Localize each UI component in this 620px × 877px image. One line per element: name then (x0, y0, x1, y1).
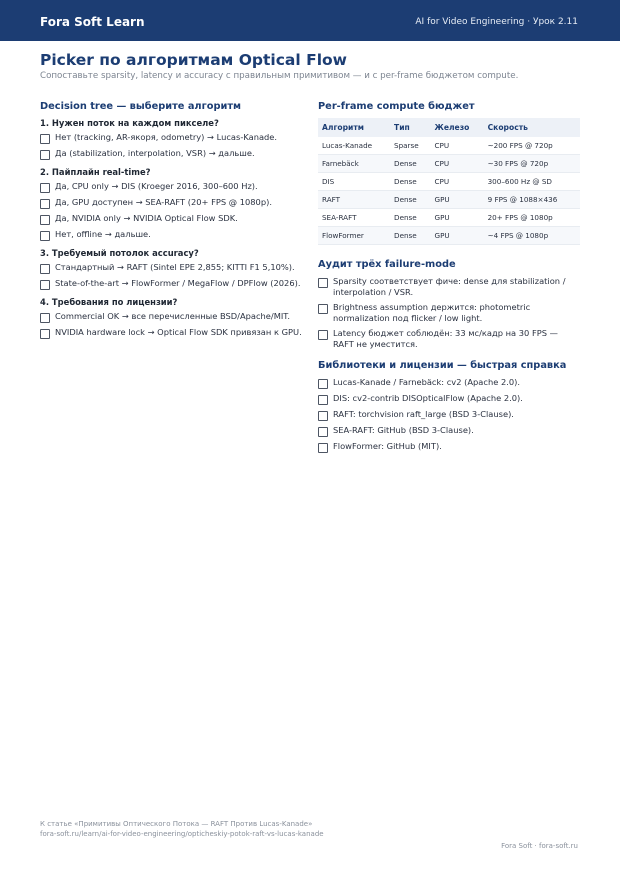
question-title: 4. Требования по лицензии? (40, 297, 178, 307)
table-cell: ~200 FPS @ 720p (484, 137, 580, 155)
table-cell: SEA-RAFT (318, 209, 390, 227)
table-cell: Farnebäck (318, 155, 390, 173)
library-item[interactable] (318, 393, 580, 405)
checkbox[interactable] (318, 330, 328, 340)
question-block (40, 118, 302, 160)
page-title: Picker по алгоритмам Optical Flow (40, 51, 347, 69)
table-row (318, 173, 580, 191)
table-cell: CPU (431, 155, 484, 173)
lesson-label: AI for Video Engineering · Урок 2.11 (415, 17, 578, 27)
checkbox[interactable] (40, 329, 50, 339)
audit-item[interactable] (318, 302, 580, 324)
table-cell: FlowFormer (318, 227, 390, 245)
table-row (318, 227, 580, 245)
footer-article: К статье «Примитивы Оптического Потока — RAFT Против Lucas-Kanade» (40, 820, 313, 828)
page-subtitle: Сопоставьте sparsity, latency и accuracy с правильным примитивом — и с per-frame бюджетом compute. (40, 71, 519, 81)
table-cell: Dense (390, 191, 431, 209)
table-cell: Dense (390, 209, 431, 227)
column-header: Скорость (484, 118, 580, 137)
question-block (40, 297, 302, 339)
footer-url[interactable]: fora-soft.ru/learn/ai-for-video-engineering/opticheskiy-potok-raft-vs-lucas-kanade (40, 830, 324, 838)
table-cell: DIS (318, 173, 390, 191)
library-label: DIS: cv2-contrib DISOpticalFlow (Apache 2.0). (333, 393, 523, 403)
table-row (318, 137, 580, 155)
checkbox[interactable] (318, 395, 328, 405)
libraries-heading: Библиотеки и лицензии — быстрая справка (318, 360, 567, 371)
budget-heading: Per-frame compute бюджет (318, 101, 475, 112)
checkbox[interactable] (40, 231, 50, 241)
checkbox[interactable] (40, 150, 50, 160)
checkbox[interactable] (40, 280, 50, 290)
audit-label: Latency бюджет соблюдён: 33 мс/кадр на 30 FPS — RAFT не уместится. (333, 328, 558, 349)
option-label: Да, NVIDIA only → NVIDIA Optical Flow SDK. (55, 213, 238, 223)
table-header-row (318, 118, 580, 137)
option-label: Нет (tracking, AR-якоря, odometry) → Lucas-Kanade. (55, 132, 278, 142)
table-row (318, 209, 580, 227)
checkbox[interactable] (40, 134, 50, 144)
audit-list (318, 276, 580, 350)
question-block (40, 248, 302, 290)
option-label: Да, GPU доступен → SEA-RAFT (20+ FPS @ 1080p). (55, 197, 272, 207)
column-header: Алгоритм (318, 118, 390, 137)
table-cell: 20+ FPS @ 1080p (484, 209, 580, 227)
table-cell: GPU (431, 191, 484, 209)
libraries-list (318, 377, 580, 453)
checkbox[interactable] (40, 183, 50, 193)
checkbox[interactable] (318, 427, 328, 437)
checkbox[interactable] (318, 443, 328, 453)
library-label: RAFT: torchvision raft_large (BSD 3-Clause). (333, 409, 514, 419)
option-label: Да (stabilization, interpolation, VSR) → дальше. (55, 148, 255, 158)
question-title: 1. Нужен поток на каждом пикселе? (40, 118, 219, 128)
option-label: Да, CPU only → DIS (Kroeger 2016, 300–600 Hz). (55, 181, 258, 191)
checkbox[interactable] (40, 313, 50, 323)
table-cell: ~30 FPS @ 720p (484, 155, 580, 173)
option-item[interactable] (40, 311, 302, 323)
decision-tree-heading: Decision tree — выберите алгоритм (40, 101, 242, 112)
option-label: Commercial OK → все перечисленные BSD/Apache/MIT. (55, 311, 291, 321)
table-cell: Lucas-Kanade (318, 137, 390, 155)
option-item[interactable] (40, 213, 302, 225)
table-cell: ~4 FPS @ 1080p (484, 227, 580, 245)
budget-table (318, 118, 580, 245)
audit-heading: Аудит трёх failure-mode (318, 259, 456, 270)
question-title: 3. Требуемый потолок accuracy? (40, 248, 199, 258)
audit-label: Brightness assumption держится: photometric normalization под flicker / low light. (333, 302, 531, 323)
footer-brand: Fora Soft · fora-soft.ru (501, 842, 578, 850)
reference-column (318, 101, 580, 457)
option-label: NVIDIA hardware lock → Optical Flow SDK привязан к GPU. (55, 327, 302, 337)
decision-tree-column (40, 101, 302, 346)
table-cell: 300–600 Hz @ SD (484, 173, 580, 191)
table-cell: GPU (431, 209, 484, 227)
audit-item[interactable] (318, 328, 580, 350)
library-label: SEA-RAFT: GitHub (BSD 3-Clause). (333, 425, 474, 435)
table-row (318, 191, 580, 209)
checkbox[interactable] (318, 278, 328, 288)
audit-label: Sparsity соответствует фиче: dense для stabilization / interpolation / VSR. (333, 276, 566, 297)
option-item[interactable] (40, 197, 302, 209)
library-item[interactable] (318, 425, 580, 437)
table-cell: CPU (431, 137, 484, 155)
brand-logo: Fora Soft Learn (40, 15, 145, 29)
library-item[interactable] (318, 441, 580, 453)
option-item[interactable] (40, 132, 302, 144)
option-item[interactable] (40, 148, 302, 160)
checkbox[interactable] (40, 199, 50, 209)
table-cell: 9 FPS @ 1088×436 (484, 191, 580, 209)
option-label: Нет, offline → дальше. (55, 229, 151, 239)
library-item[interactable] (318, 409, 580, 421)
table-cell: GPU (431, 227, 484, 245)
table-row (318, 155, 580, 173)
option-item[interactable] (40, 229, 302, 241)
option-label: Стандартный → RAFT (Sintel EPE 2,855; KITTI F1 5,10%). (55, 262, 295, 272)
table-cell: Dense (390, 155, 431, 173)
checkbox[interactable] (40, 264, 50, 274)
checkbox[interactable] (318, 379, 328, 389)
table-cell: Dense (390, 227, 431, 245)
top-bar (0, 0, 620, 41)
audit-item[interactable] (318, 276, 580, 298)
column-header: Тип (390, 118, 431, 137)
checkbox[interactable] (318, 304, 328, 314)
question-block (40, 167, 302, 241)
option-item[interactable] (40, 262, 302, 274)
library-label: FlowFormer: GitHub (MIT). (333, 441, 442, 451)
option-item[interactable] (40, 181, 302, 193)
option-item[interactable] (40, 327, 302, 339)
table-cell: Dense (390, 173, 431, 191)
checkbox[interactable] (40, 215, 50, 225)
table-cell: RAFT (318, 191, 390, 209)
question-title: 2. Пайплайн real-time? (40, 167, 151, 177)
library-label: Lucas-Kanade / Farnebäck: cv2 (Apache 2.0). (333, 377, 521, 387)
table-cell: Sparse (390, 137, 431, 155)
column-header: Железо (431, 118, 484, 137)
library-item[interactable] (318, 377, 580, 389)
table-cell: CPU (431, 173, 484, 191)
option-label: State-of-the-art → FlowFormer / MegaFlow / DPFlow (2026). (55, 278, 301, 288)
option-item[interactable] (40, 278, 302, 290)
checkbox[interactable] (318, 411, 328, 421)
